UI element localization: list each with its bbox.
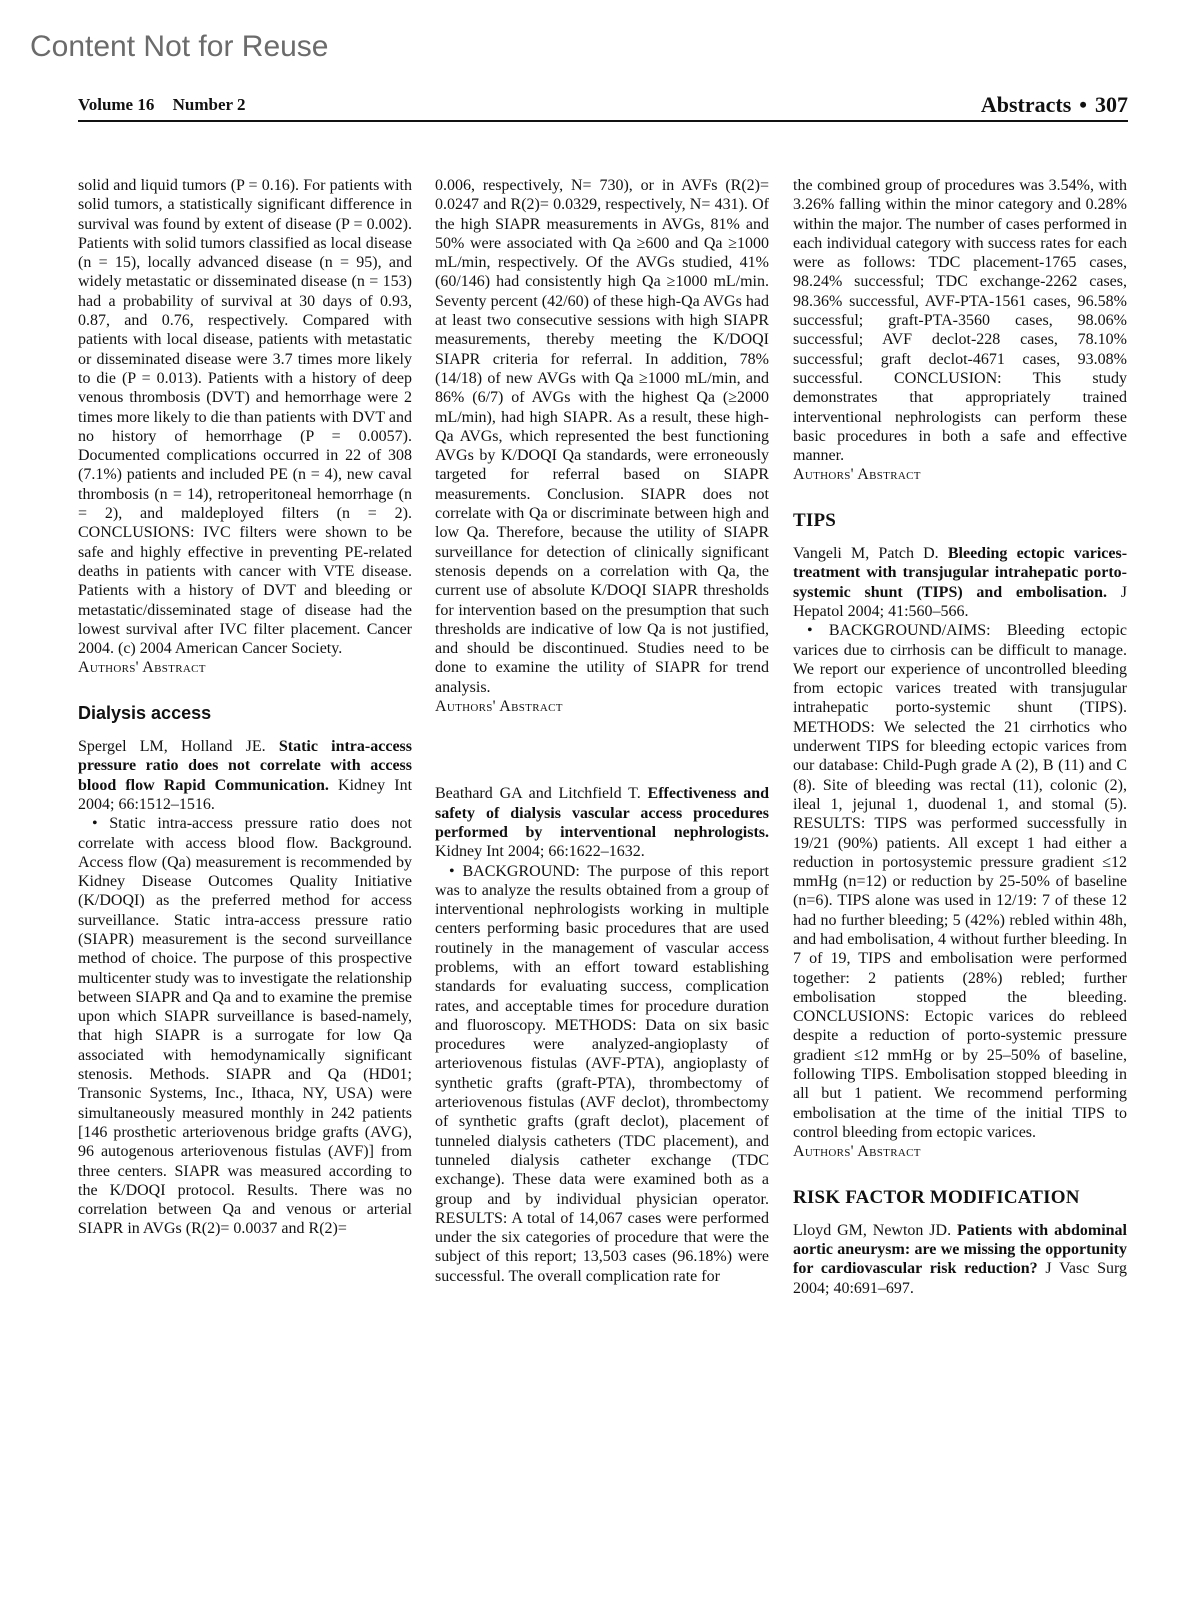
citation (435, 784, 769, 861)
citation-title: Effectiveness and safety of dialysis vascular access procedures performed by interventional nephrologists. (435, 785, 769, 841)
citation-title: Patients with abdominal aortic aneurysm: are we missing the opportunity for cardiovascular risk reduction? (793, 1221, 1127, 1278)
citation-authors: Beathard GA and Litchfield T. (435, 785, 641, 803)
continued-abstract: the combined group of procedures was 3.54%, with 3.26% falling within the minor category and 0.28% within the major. The number of cases performed in each individual category with success rates for each were as follows: TDC placement-1765 cases, 98.24% successful; TDC exchange-2262 cases, 98.36% successful, AVF-PTA-1561 cases, 96.58% successful; graft-PTA-3560 cases, 98.06% successful; AVF declot-228 cases, 78.10% successful; graft declot-4671 cases, 93.08% successful. CONCLUSION: This study demonstrates that appropriately trained interventional nephrologists can perform these basic procedures in both a safe and effective manner. (793, 177, 1127, 465)
separator-dot: • (1079, 92, 1087, 117)
citation (78, 737, 412, 814)
column-2 (435, 176, 769, 1286)
citation (793, 1221, 1127, 1298)
abstract-attribution: Authors' Abstract (793, 466, 921, 484)
section-label: Abstracts (980, 92, 1072, 117)
number-label: Number 2 (172, 95, 246, 114)
page-number: 307 (1095, 92, 1128, 117)
abstract-attribution: Authors' Abstract (793, 1143, 921, 1161)
abstract-body: • BACKGROUND/AIMS: Bleeding ectopic varices due to cirrhosis can be difficult to manage. We report our experience of uncontrolled bleeding from ectopic varices treated with transjugular intrahepatic porto-systemic shunt (TIPS). METHODS: We selected the 21 cirrhotics who underwent TIPS for bleeding ectopic varices from our database: Child-Pugh grade A (2), B (11) and C (8). Site of bleeding was rectal (11), colonic (2), ileal 1, jejunal 1, duodenal 1, and stomal (5). RESULTS: TIPS was performed successfully in 19/21 (90%) patients. All except 1 had either a reduction in portosystemic pressure gradient ≤12 mmHg (n=12) or reduction by 25-50% of baseline (n=6). TIPS alone was used in 12/19: 7 of these 12 had no further bleeding; 5 (42%) rebled within 48h, and had embolisation, 4 without further bleeding. In 7 of 19, TIPS and embolisation were performed together: 2 patients (28%) rebled; further embolisation stopped the bleeding. CONCLUSIONS: Ectopic varices do rebleed despite a reduction of porto-systemic pressure gradient ≤12 mmHg or by 25–50% of baseline, following TIPS. Embolisation stopped bleeding in all but 1 patient. We recommend performing embolisation at the time of the initial TIPS to control bleeding from ectopic varices. (793, 622, 1127, 1141)
section-heading-risk: RISK FACTOR MODIFICATION (793, 1186, 1080, 1208)
continued-abstract: 0.006, respectively, N= 730), or in AVFs (R(2)= 0.0247 and R(2)= 0.0329, respectively, N= 431). Of the high SIAPR measurements in AVGs, 81% and 50% were associated with Qa ≥600 and Qa ≥1000 mL/min, respectively. Of the AVGs studied, 41% (60/146) had consistently high Qa ≥1000 mL/min. Seventy percent (42/60) of these high-Qa AVGs had at least two consecutive sessions with high SIAPR measurements, thereby meeting the K/DOQI SIAPR criteria for referral. In addition, 78% (14/18) of new AVGs with Qa ≥1000 mL/min, and 86% (6/7) of AVGs with the highest Qa (≥2000 mL/min), had high SIAPR. As a result, these high-Qa AVGs, which represented the best functioning AVGs by K/DOQI Qa standards, were erroneously targeted for referral based on SIAPR measurements. Conclusion. SIAPR does not correlate with Qa or discriminate between high and low Qa. Therefore, because the utility of SIAPR surveillance for detection of clinically significant stenosis depends on a correlation with Qa, the current use of absolute K/DOQI SIAPR thresholds for intervention based on the presumption that such thresholds are indicative of low Qa is not justified, and should be discontinued. Studies need to be done to examine the utility of SIAPR for trend analysis. (435, 177, 769, 696)
abstract-attribution: Authors' Abstract (435, 698, 563, 716)
citation (793, 544, 1127, 621)
citation-authors: Lloyd GM, Newton JD. (793, 1221, 952, 1239)
citation-journal: Kidney Int 2004; 66:1512–1516. (78, 776, 413, 813)
column-1 (78, 176, 412, 1239)
section-heading-tips: TIPS (793, 509, 837, 531)
citation-authors: Vangeli M, Patch D. (793, 545, 939, 563)
abstract-body: • Static intra-access pressure ratio does not correlate with access blood flow. Background. Access flow (Qa) measurement is recommended by Kidney Disease Outcomes Quality Initiative (K/DOQI) as the preferred method for access surveillance. Static intra-access pressure ratio (SIAPR) measurement is the second surveillance method of choice. The purpose of this prospective multicenter study was to investigate the relationship between SIAPR and Qa and to examine the premise upon which SIAPR surveillance is based-namely, that high SIAPR is a surrogate for low Qa associated with hemodynamically significant stenosis. Methods. SIAPR and Qa (HD01; Transonic Systems, Inc., Ithaca, NY, USA) were simultaneously measured monthly in 242 patients [146 prosthetic arteriovenous bridge grafts (AVG), 96 autogenous arteriovenous fistulas (AVF)] from three centers. SIAPR was measured according to the K/DOQI protocol. Results. There was no correlation between Qa and venous or arterial SIAPR in AVGs (R(2)= 0.0037 and R(2)= (78, 815, 412, 1238)
abstract-attribution: Authors' Abstract (78, 659, 206, 677)
watermark: Content Not for Reuse (30, 30, 329, 63)
journal-issue (78, 95, 260, 115)
running-head (78, 90, 1128, 122)
section-heading-dialysis: Dialysis access (78, 702, 212, 723)
citation-title: Bleeding ectopic varices-treatment with transjugular intrahepatic porto-systemic shunt (TIPS) and embolisation. (793, 545, 1128, 601)
abstract-body: • BACKGROUND: The purpose of this report was to analyze the results obtained from a group of interventional nephrologists working in multiple centers performing basic procedures that are used routinely in the management of vascular access problems, with an effort toward establishing standards for evaluating success, complication rates, and acceptable times for procedure duration and fluoroscopy. METHODS: Data on six basic procedures were analyzed-angioplasty of arteriovenous fistulas (AVF-PTA), angioplasty of synthetic grafts (graft-PTA), thrombectomy of arteriovenous fistulas (AVF declot), thrombectomy of synthetic grafts (graft declot), placement of tunneled dialysis catheters (TDC placement), and tunneled dialysis catheter exchange (TDC exchange). These data were examined both as a group and by individual physician operator. RESULTS: A total of 14,067 cases were performed under the six categories of procedure that were the subject of this report; 13,503 cases (96.18%) were successful. The overall complication rate for (435, 862, 769, 1285)
volume-label: Volume 16 (78, 95, 155, 114)
section-page (981, 92, 1128, 118)
citation-journal: Kidney Int 2004; 66:1622–1632. (435, 843, 645, 861)
citation-journal: J Vasc Surg 2004; 40:691–697. (793, 1260, 1128, 1297)
citation-journal: J Hepatol 2004; 41:560–566. (793, 583, 1128, 620)
column-3 (793, 176, 1127, 1298)
citation-authors: Spergel LM, Holland JE. (78, 738, 266, 756)
citation-title: Static intra-access pressure ratio does not correlate with access blood flow Rapid Communication. (78, 738, 412, 794)
continued-abstract: solid and liquid tumors (P = 0.16). For patients with solid tumors, a statistically significant difference in survival was found by extent of disease (P = 0.002). Patients with solid tumors classified as local disease (n = 15), locally advanced disease (n = 95), and widely metastatic or disseminated disease (n = 153) had a probability of survival at 30 days of 0.93, 0.87, and 0.76, respectively. Compared with patients with local disease, patients with metastatic or disseminated disease were 3.7 times more likely to die (P = 0.013). Patients with a history of deep venous thrombosis (DVT) and hemorrhage were 2 times more likely to die than patients with DVT and no history of hemorrhage (P = 0.0057). Documented complications occurred in 22 of 308 (7.1%) patients and included PE (n = 4), new caval thrombosis (n = 14), retroperitoneal hemorrhage (n = 2), and maldeployed filters (n = 2). CONCLUSIONS: IVC filters were shown to be safe and highly effective in preventing PE-related deaths in patients with cancer with VTE disease. Patients with a history of DVT and bleeding or metastatic/disseminated stage of disease had the lowest survival after IVC filter placement. Cancer 2004. (c) 2004 American Cancer Society. (78, 177, 412, 658)
